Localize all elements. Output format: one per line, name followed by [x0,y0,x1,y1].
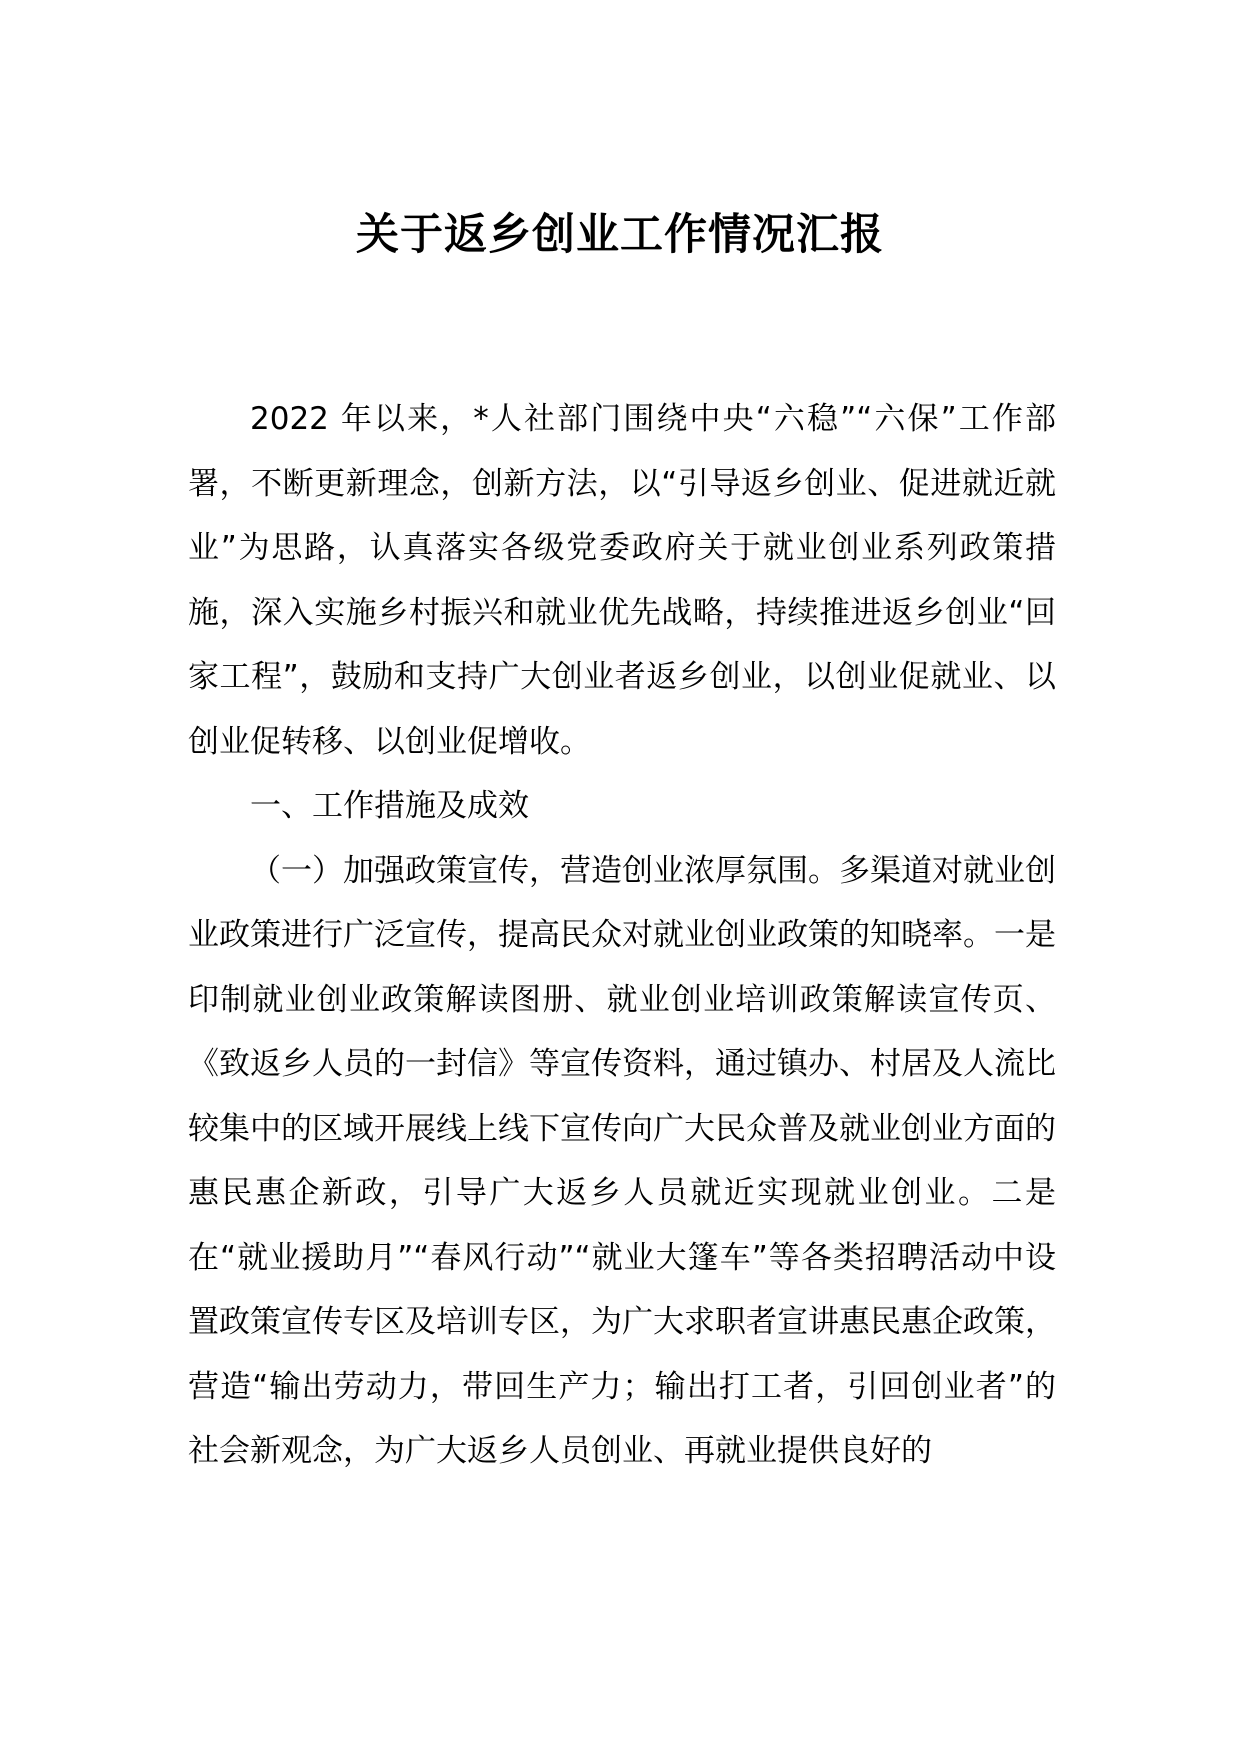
section-heading: 一、工作措施及成效 [250,788,529,824]
subsection-paragraph: （一）加强政策宣传，营造创业浓厚氛围。多渠道对就业创业政策进行广泛宣传，提高民众对就业创业政策的知晓率。一是印制就业创业政策解读图册、就业创业培训政策解读宣传页、《致返乡人员的一封信》等宣传资料，通过镇办、村居及人流比较集中的区域开展线上线下宣传向广大民众普及就业创业方面的惠民惠企新政，引导广大返乡人员就近实现就业创业。二是在“就业援助月”“春风行动”“就业大篷车”等各类招聘活动中设置政策宣传专区及培训专区，为广大求职者宣讲惠民惠企政策，营造“输出劳动力，带回生产力；输出打工者，引回创业者”的社会新观念，为广大返乡人员创业、再就业提供良好的 [188,852,1056,1469]
intro-paragraph: 2022 年以来，*人社部门围绕中央“六稳”“六保”工作部署，不断更新理念，创新方法，以“引导返乡创业、促进就近就业”为思路，认真落实各级党委政府关于就业创业系列政策措施，深入实施乡村振兴和就业优先战略，持续推进返乡创业“回家工程”，鼓励和支持广大创业者返乡创业，以创业促就业、以创业促转移、以创业促增收。 [188,401,1056,760]
document-title: 关于返乡创业工作情况汇报 [356,210,884,260]
document-body [188,387,1056,1484]
